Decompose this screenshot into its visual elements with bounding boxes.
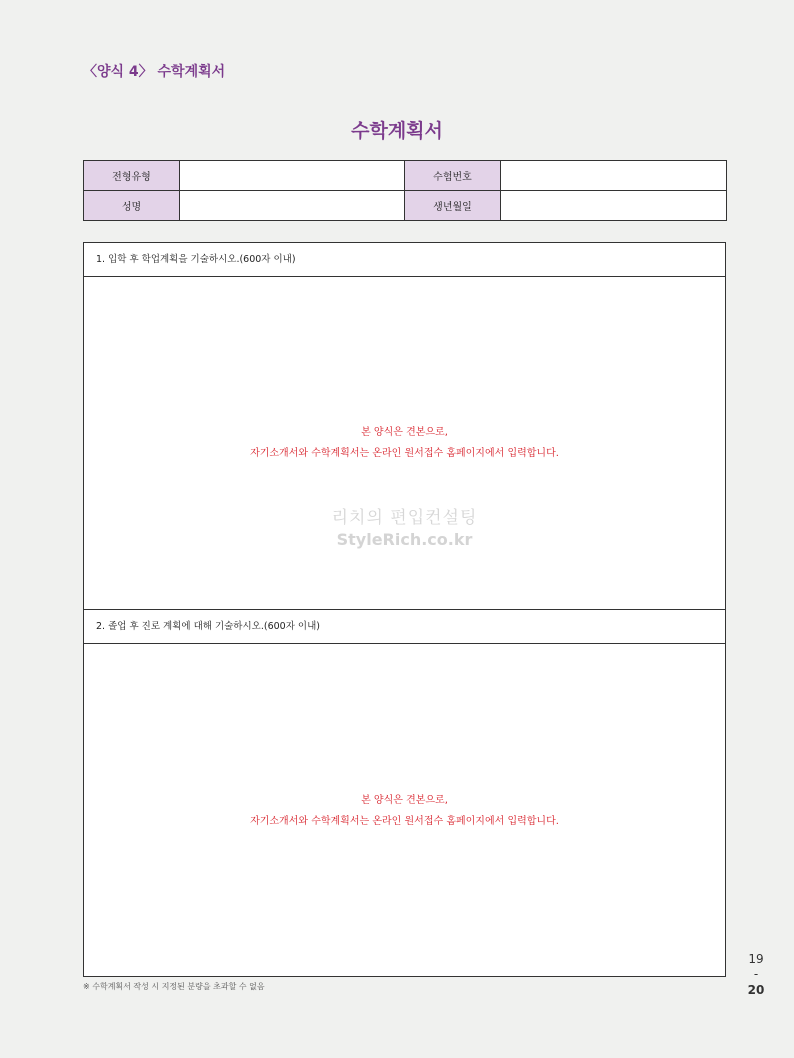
question-1-box xyxy=(83,242,726,610)
footnote: ※ 수학계획서 작성 시 지정된 분량을 초과할 수 없음 xyxy=(83,982,265,991)
question-1-answer-area[interactable] xyxy=(84,277,725,609)
sample-notice xyxy=(84,790,725,832)
question-2-heading: 2. 졸업 후 진로 계획에 대해 기술하시오.(600자 이내) xyxy=(84,610,725,644)
question-2-answer-area[interactable] xyxy=(84,644,725,976)
admission-type-label: 전형유형 xyxy=(84,161,180,191)
form-label: 〈양식 4〉 수학계획서 xyxy=(83,64,226,80)
applicant-info-table xyxy=(83,160,727,221)
page-number-left: 19 xyxy=(748,952,764,966)
document-title: 수학계획서 xyxy=(351,120,443,142)
name-label: 성명 xyxy=(84,191,180,221)
birthdate-field[interactable] xyxy=(501,191,727,221)
table-row xyxy=(84,191,727,221)
watermark-text: 리치의 편입컨설팅 xyxy=(331,508,478,528)
admission-type-field[interactable] xyxy=(180,161,405,191)
notice-line-1: 본 양식은 견본으로, xyxy=(361,795,448,806)
notice-line-1: 본 양식은 견본으로, xyxy=(361,427,448,438)
birthdate-label: 생년월일 xyxy=(405,191,501,221)
exam-number-label: 수험번호 xyxy=(405,161,501,191)
sample-notice xyxy=(84,422,725,464)
exam-number-field[interactable] xyxy=(501,161,727,191)
question-2-box xyxy=(83,609,726,977)
table-row xyxy=(84,161,727,191)
name-field[interactable] xyxy=(180,191,405,221)
watermark xyxy=(84,503,725,549)
watermark-url: StyleRich.co.kr xyxy=(336,530,473,549)
notice-line-2: 자기소개서와 수학계획서는 온라인 원서접수 홈페이지에서 입력합니다. xyxy=(250,816,559,827)
page-number-separator: - xyxy=(753,967,759,981)
question-1-heading: 1. 입학 후 학업계획을 기술하시오.(600자 이내) xyxy=(84,243,725,277)
notice-line-2: 자기소개서와 수학계획서는 온라인 원서접수 홈페이지에서 입력합니다. xyxy=(250,448,559,459)
page-number-right: 20 xyxy=(747,983,765,997)
